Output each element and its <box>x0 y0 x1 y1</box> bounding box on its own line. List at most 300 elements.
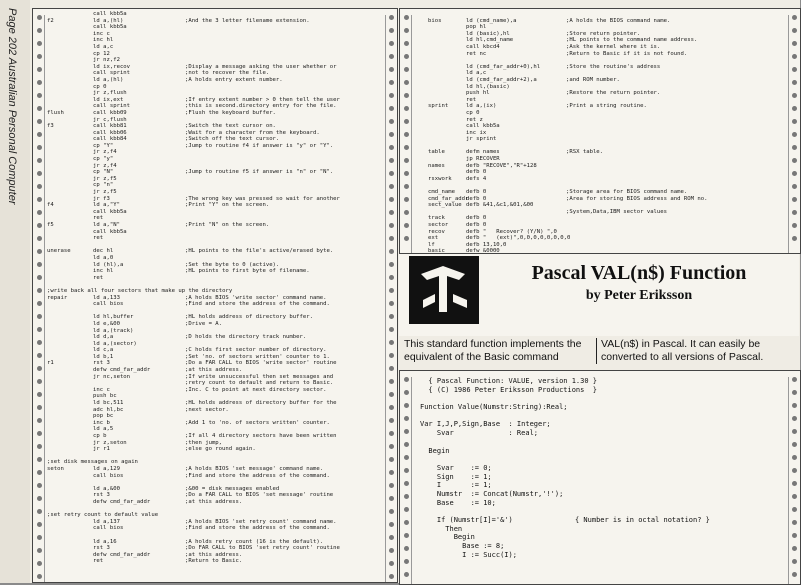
code-instruction: call kbb5a <box>93 11 127 17</box>
code-line <box>47 156 383 163</box>
tractor-hole <box>404 403 409 408</box>
tractor-hole <box>37 275 42 280</box>
code-line <box>420 447 786 456</box>
tractor-hole <box>792 184 797 189</box>
code-comment: ;Find and store the address of the command. <box>185 525 330 532</box>
code-instruction: inc hl <box>93 268 114 275</box>
code-instruction: ld hl,buffer <box>93 314 134 321</box>
code-comment: ;Inc. C to point at next directory sector. <box>185 386 327 393</box>
code-instruction: defw cmd_far_addr <box>93 367 151 374</box>
code-label: sect_value <box>428 202 462 209</box>
pascal-logo-icon <box>409 256 479 324</box>
code-instruction: rst 3 <box>93 492 110 499</box>
code-line <box>414 143 786 150</box>
tractor-hole <box>404 429 409 434</box>
code-line <box>47 11 383 18</box>
tractor-hole <box>37 54 42 59</box>
code-label: I := Succ(I); <box>420 550 517 559</box>
code-comment: ;Storage area for BIOS command name. <box>566 189 688 196</box>
tractor-hole <box>37 548 42 553</box>
code-comment: ;C holds first sector number of directory. <box>185 347 327 354</box>
code-instruction: defb 0 <box>466 169 487 176</box>
code-instruction: rst 3 <box>93 545 110 552</box>
code-line <box>47 77 383 84</box>
tractor-hole <box>389 249 394 254</box>
code-line <box>47 440 383 447</box>
code-label: Sign := 1; <box>420 472 492 481</box>
code-line <box>47 275 383 282</box>
code-line <box>47 492 383 499</box>
tractor-hole <box>389 561 394 566</box>
tractor-hole <box>404 93 409 98</box>
code-comment: ;D holds the directory track number. <box>185 334 307 341</box>
right-listing-sheet <box>399 8 801 254</box>
code-line <box>420 473 786 482</box>
tractor-hole <box>37 366 42 371</box>
code-instruction: pop hl <box>466 24 487 31</box>
tractor-hole <box>404 184 409 189</box>
running-head: Page 202 Australian Personal Computer <box>6 8 18 205</box>
code-instruction: defb " Recover? (Y/N) ",0 <box>466 228 557 235</box>
code-line <box>47 97 383 104</box>
tractor-hole <box>389 314 394 319</box>
code-instruction: defb "RECOVE","R"+128 <box>466 162 537 169</box>
code-line <box>414 229 786 236</box>
code-instruction: defb 0 <box>466 195 487 202</box>
code-line <box>47 163 383 170</box>
code-line <box>47 57 383 64</box>
code-comment: ;Set the byte to 0 (active). <box>185 261 280 268</box>
tractor-hole <box>37 496 42 501</box>
tractor-hole <box>792 171 797 176</box>
code-line <box>47 215 383 222</box>
code-instruction: call kbb06 <box>93 129 127 136</box>
code-instruction: inc c <box>93 386 110 393</box>
tractor-hole <box>404 106 409 111</box>
code-instruction: ld a,5 <box>93 426 114 433</box>
article-intro <box>400 338 798 368</box>
tractor-hole <box>792 210 797 215</box>
pascal-code-listing <box>420 377 786 559</box>
code-line <box>414 70 786 77</box>
tractor-hole <box>37 158 42 163</box>
code-comment: ;Wait for a character from the keyboard. <box>185 129 320 136</box>
tractor-hole <box>404 494 409 499</box>
code-line <box>47 400 383 407</box>
code-label: { (C) 1986 Peter Eriksson Productions } <box>420 385 598 394</box>
code-instruction: jr c,flush <box>93 116 127 123</box>
tractor-hole <box>792 494 797 499</box>
code-line <box>414 242 786 249</box>
code-line <box>47 341 383 348</box>
code-instruction: ld a,(hl) <box>93 17 124 24</box>
code-instruction: cp 12 <box>93 50 110 57</box>
code-line <box>420 386 786 395</box>
code-line <box>47 136 383 143</box>
code-line <box>47 314 383 321</box>
tractor-hole <box>389 158 394 163</box>
code-label: Function Value(Numstr:String):Real; <box>420 403 568 412</box>
code-label: Base := 10; <box>420 498 496 507</box>
tractor-hole <box>389 392 394 397</box>
code-instruction: jr nz,f2 <box>93 57 120 64</box>
code-label: bios <box>428 17 442 24</box>
tractor-hole <box>389 145 394 150</box>
tractor-hole <box>389 41 394 46</box>
tractor-hole <box>792 546 797 551</box>
tractor-hole <box>389 509 394 514</box>
tractor-hole <box>37 353 42 358</box>
code-label: sector <box>428 222 449 228</box>
code-label: Svar : Real; <box>420 429 539 438</box>
code-instruction: ret z <box>466 116 483 123</box>
code-label: I := 1; <box>420 481 492 490</box>
code-line <box>47 367 383 374</box>
code-comment: ;Do a FAR CALL to BIOS 'set message' routine <box>185 492 334 499</box>
code-line <box>47 51 383 58</box>
code-comment: ;at this address. <box>185 498 243 505</box>
code-instruction: ld a,&00 <box>93 485 120 492</box>
tractor-hole <box>389 574 394 579</box>
code-line <box>420 551 786 560</box>
code-label: repair <box>47 294 68 301</box>
code-instruction: cp "n" <box>93 182 114 189</box>
code-line <box>414 189 786 196</box>
tractor-hole <box>404 236 409 241</box>
tractor-hole <box>389 327 394 332</box>
code-instruction: cp "y" <box>93 156 114 163</box>
tractor-hole <box>792 520 797 525</box>
tractor-hole <box>792 67 797 72</box>
tractor-hole <box>389 15 394 20</box>
tractor-hole <box>404 455 409 460</box>
code-instruction: jr sprint <box>466 136 497 143</box>
code-instruction: adc hl,bc <box>93 406 124 413</box>
code-comment: ;Do a FAR CALL to BIOS 'write sector' routine <box>185 360 337 367</box>
code-instruction: defb 0 <box>466 189 487 196</box>
tractor-hole <box>404 377 409 382</box>
code-line <box>47 202 383 209</box>
code-instruction: defw cmd_far_addr <box>93 551 151 558</box>
code-label: unerase <box>47 248 71 255</box>
code-label: ;write back all four sectors that make up the directory <box>47 287 233 294</box>
code-line <box>47 360 383 367</box>
tractor-hole <box>404 158 409 163</box>
code-instruction: ld a,133 <box>93 294 120 301</box>
tractor-hole <box>404 507 409 512</box>
code-comment: ;else go round again. <box>185 446 256 453</box>
tractor-hole <box>792 429 797 434</box>
tractor-hole <box>389 236 394 241</box>
code-line <box>47 453 383 460</box>
code-comment: ;A holds BIOS 'write sector' command name. <box>185 294 327 301</box>
tractor-hole <box>792 559 797 564</box>
tractor-holes-left <box>401 15 412 253</box>
code-comment: ;Find and store the address of the command. <box>185 301 330 308</box>
code-instruction: ld c,a <box>93 347 114 354</box>
code-instruction: ld ix,recov <box>93 63 131 70</box>
code-line <box>47 64 383 71</box>
code-label: basic <box>428 248 445 255</box>
code-comment: ;HL points to first byte of filename. <box>185 268 310 275</box>
code-comment: ;retry count to default and return to Basic. <box>185 380 334 387</box>
code-line <box>47 70 383 77</box>
code-line <box>47 374 383 381</box>
code-comment: ;RSX table. <box>566 149 604 156</box>
code-label: rsxwork <box>428 175 452 182</box>
code-comment: ;Set 'no. of sectors written' counter to 1. <box>185 353 330 360</box>
code-instruction: call sprint <box>93 70 131 77</box>
code-instruction: ld e,&00 <box>93 320 120 327</box>
tractor-hole <box>37 28 42 33</box>
code-line <box>47 149 383 156</box>
code-line <box>47 328 383 335</box>
tractor-hole <box>792 197 797 202</box>
tractor-hole <box>37 145 42 150</box>
code-line <box>47 196 383 203</box>
code-instruction: defb 0 <box>466 222 487 228</box>
code-comment: ;Flush the keyboard buffer. <box>185 109 276 116</box>
tractor-hole <box>792 455 797 460</box>
code-instruction: call sprint <box>93 103 131 110</box>
tractor-hole <box>792 80 797 85</box>
code-line <box>420 516 786 525</box>
code-instruction: ld b,1 <box>93 353 114 360</box>
code-instruction: call kbb5a <box>93 24 127 31</box>
code-instruction: cp b <box>93 433 107 439</box>
code-line <box>414 51 786 58</box>
tractor-hole <box>389 483 394 488</box>
code-line <box>47 426 383 433</box>
intro-column-b: VAL(n$) in Pascal. It can easily be converted to all versions of Pascal. <box>596 338 799 364</box>
tractor-hole <box>389 496 394 501</box>
tractor-hole <box>389 119 394 124</box>
tractor-hole <box>37 132 42 137</box>
tractor-hole <box>37 210 42 215</box>
code-line <box>420 481 786 490</box>
tractor-hole <box>389 54 394 59</box>
code-label: Var I,J,P,Sign,Base : Integer; <box>420 420 551 429</box>
code-line <box>47 308 383 315</box>
tractor-holes-right <box>385 15 396 582</box>
code-line <box>47 295 383 302</box>
code-line <box>47 18 383 25</box>
tractor-hole <box>792 54 797 59</box>
code-line <box>47 262 383 269</box>
tractor-hole <box>792 390 797 395</box>
code-instruction: ld ix,ext <box>93 96 124 103</box>
code-instruction: ld a,(sector) <box>93 340 137 347</box>
tractor-hole <box>792 93 797 98</box>
code-comment: ;A holds retry count (16 is the default). <box>185 538 324 545</box>
code-instruction: cp 0 <box>93 83 107 90</box>
tractor-hole <box>37 15 42 20</box>
code-line <box>47 110 383 117</box>
code-label: f5 <box>47 222 54 228</box>
code-line <box>47 552 383 559</box>
tractor-hole <box>389 132 394 137</box>
code-comment: ;Jump to routine f5 if answer is "n" or "N". <box>185 169 334 176</box>
code-label: r1 <box>47 360 54 367</box>
tractor-hole <box>37 67 42 72</box>
tractor-hole <box>404 416 409 421</box>
tractor-hole <box>37 444 42 449</box>
code-label: f3 <box>47 123 54 130</box>
code-label: Base := 8; <box>420 542 505 551</box>
code-label: Begin <box>420 446 450 455</box>
tractor-hole <box>37 561 42 566</box>
tractor-hole <box>389 366 394 371</box>
code-instruction: call kbb84 <box>93 136 127 143</box>
code-instruction: defm names <box>466 149 500 156</box>
code-comment: ;And the 3 letter filename extension. <box>185 17 310 24</box>
code-line <box>414 64 786 71</box>
code-instruction: ld a,"Y" <box>93 202 120 209</box>
tractor-hole <box>404 67 409 72</box>
code-label: ;set retry count to default value <box>47 512 159 519</box>
tractor-hole <box>792 158 797 163</box>
code-comment: ;HL points to the file's active/erased byte. <box>185 248 334 255</box>
tractor-hole <box>37 418 42 423</box>
code-instruction: { Number is in octal notation? } <box>575 516 710 524</box>
code-line <box>47 380 383 387</box>
tractor-hole <box>404 390 409 395</box>
code-instruction: ret <box>466 96 477 103</box>
code-comment: ;Switch off the text cursor. <box>185 136 280 143</box>
code-comment: ;Area for storing BIOS address and ROM no. <box>566 195 708 202</box>
tractor-hole <box>37 236 42 241</box>
code-instruction: cp "Y" <box>93 142 114 149</box>
tractor-hole <box>37 249 42 254</box>
tractor-hole <box>37 574 42 579</box>
code-instruction: call kbb81 <box>93 123 127 130</box>
code-instruction: defb 0 <box>466 215 487 222</box>
code-line <box>414 182 786 189</box>
code-comment: ;Print "N" on the screen. <box>185 222 270 228</box>
left-listing-sheet <box>32 8 398 583</box>
code-instruction: inc c <box>93 30 110 37</box>
code-line <box>420 412 786 421</box>
code-line <box>414 18 786 25</box>
code-instruction: ld (basic),hl <box>466 30 510 37</box>
tractor-hole <box>404 80 409 85</box>
tractor-hole <box>389 457 394 462</box>
tractor-hole <box>389 535 394 540</box>
code-comment: ;A holds entry extent number. <box>185 76 283 83</box>
tractor-hole <box>792 572 797 577</box>
tractor-hole <box>37 106 42 111</box>
tractor-hole <box>792 377 797 382</box>
code-instruction: ld (cmd_far_addr+0),hl <box>466 63 541 70</box>
code-comment: ;Store return pointer. <box>566 30 641 37</box>
code-instruction: ld a,(hl) <box>93 76 124 83</box>
tractor-hole <box>792 533 797 538</box>
tractor-hole <box>37 314 42 319</box>
code-line <box>414 24 786 31</box>
code-instruction: ld a,(ix) <box>466 103 497 110</box>
code-comment: ;Add 1 to 'no. of sectors written' counter. <box>185 419 330 426</box>
code-label: ext <box>428 235 439 242</box>
code-line <box>414 136 786 143</box>
tractor-hole <box>792 145 797 150</box>
code-label: names <box>428 162 445 169</box>
code-line <box>47 387 383 394</box>
code-line <box>47 222 383 229</box>
code-instruction: ld (cmd_name),a <box>466 17 517 24</box>
tractor-hole <box>37 470 42 475</box>
code-label: track <box>428 215 445 222</box>
code-line <box>420 525 786 534</box>
tractor-hole <box>404 481 409 486</box>
tractor-hole <box>389 210 394 215</box>
tractor-hole <box>37 184 42 189</box>
code-instruction: jr z,seton <box>93 439 127 446</box>
code-comment: ;this is second.directory entry for the file. <box>185 103 337 110</box>
code-line <box>414 117 786 124</box>
code-label: table <box>428 149 445 156</box>
code-comment: ;If all 4 directory sectors have been written <box>185 433 337 439</box>
tractor-hole <box>404 223 409 228</box>
tractor-hole <box>792 236 797 241</box>
tractor-hole <box>792 507 797 512</box>
code-instruction: rst 3 <box>93 360 110 367</box>
tractor-hole <box>389 93 394 98</box>
code-instruction: jp RECOVER <box>466 156 500 163</box>
code-comment: ;Display a message asking the user whether or <box>185 63 337 70</box>
code-line <box>47 334 383 341</box>
code-instruction: defw &0000 <box>466 248 500 255</box>
code-line <box>420 542 786 551</box>
code-comment: ;Find and store the address of the command. <box>185 472 330 479</box>
code-instruction: defs 4 <box>466 175 487 182</box>
tractor-hole <box>404 119 409 124</box>
tractor-hole <box>792 223 797 228</box>
tractor-hole <box>389 444 394 449</box>
code-line <box>47 486 383 493</box>
code-comment: ;Switch the text cursor on. <box>185 123 276 130</box>
code-line <box>414 176 786 183</box>
code-line <box>47 37 383 44</box>
code-line <box>47 182 383 189</box>
tractor-holes-right <box>788 377 799 584</box>
code-line <box>47 248 383 255</box>
code-instruction: inc b <box>93 419 110 426</box>
code-label: f2 <box>47 17 54 24</box>
tractor-hole <box>404 533 409 538</box>
code-line <box>47 242 383 249</box>
tractor-hole <box>37 197 42 202</box>
code-line <box>47 44 383 51</box>
code-line <box>47 532 383 539</box>
code-line <box>47 393 383 400</box>
tractor-hole <box>389 184 394 189</box>
code-comment: ;Return to Basic if it is not found. <box>566 50 688 57</box>
tractor-hole <box>37 262 42 267</box>
code-instruction: ld a,"N" <box>93 222 120 228</box>
code-line <box>414 215 786 222</box>
code-comment: ;not to recover the file. <box>185 70 270 77</box>
code-instruction: jr f3 <box>93 195 110 202</box>
tractor-hole <box>37 288 42 293</box>
tractor-hole <box>404 132 409 137</box>
tractor-hole <box>37 483 42 488</box>
article-byline: by Peter Eriksson <box>585 288 693 303</box>
code-comment: ;Ask the kernel where it is. <box>566 43 661 50</box>
tractor-hole <box>389 197 394 202</box>
code-line <box>420 464 786 473</box>
tractor-hole <box>37 535 42 540</box>
code-line <box>47 407 383 414</box>
